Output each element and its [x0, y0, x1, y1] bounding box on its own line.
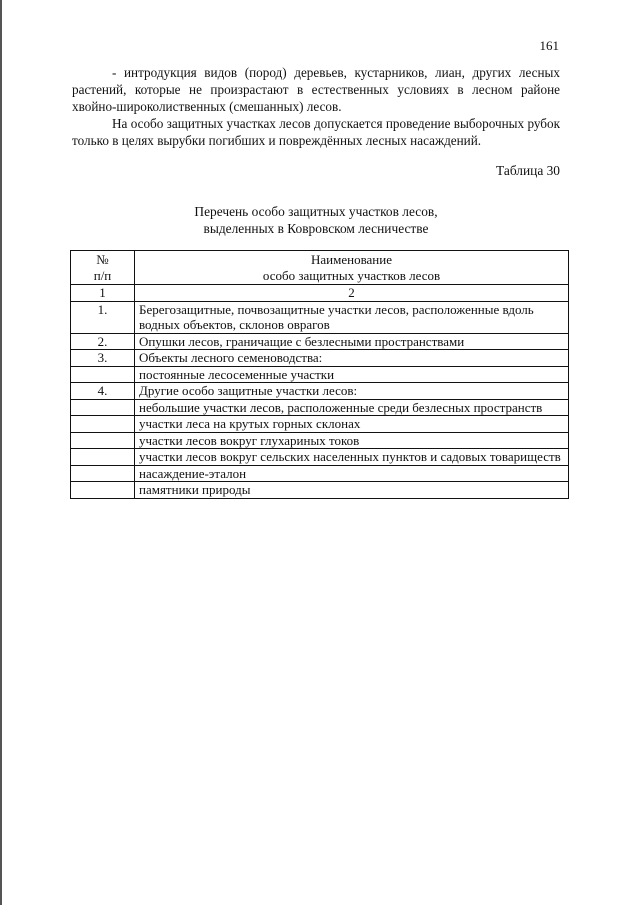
header-number: № п/п — [71, 251, 135, 285]
column-index: 2 — [135, 285, 569, 302]
table-header-row — [71, 251, 569, 285]
table-row — [71, 399, 569, 416]
row-number — [71, 366, 135, 383]
table-row — [71, 366, 569, 383]
table-row — [71, 333, 569, 350]
table-row — [71, 465, 569, 482]
table-row — [71, 432, 569, 449]
row-name: участки леса на крутых горных склонах — [135, 416, 569, 433]
table-row — [71, 416, 569, 433]
row-number — [71, 432, 135, 449]
page-edge — [0, 0, 2, 905]
table-label: Таблица 30 — [496, 163, 560, 178]
row-name: небольшие участки лесов, расположенные среди безлесных пространств — [135, 399, 569, 416]
row-number — [71, 399, 135, 416]
table-row — [71, 350, 569, 367]
row-number: 2. — [71, 333, 135, 350]
table-title-line: Перечень особо защитных участков лесов, — [194, 204, 438, 219]
header-name: Наименование особо защитных участков лесов — [135, 251, 569, 285]
row-name: Опушки лесов, граничащие с безлесными пространствами — [135, 333, 569, 350]
row-number: 4. — [71, 383, 135, 400]
paragraph: На особо защитных участках лесов допускается проведение выборочных рубок только в целях вырубки погибших и повреждённых лесных насаждений. — [72, 116, 560, 148]
row-name: Другие особо защитные участки лесов: — [135, 383, 569, 400]
row-name: Объекты лесного семеноводства: — [135, 350, 569, 367]
row-number — [71, 416, 135, 433]
row-name: насаждение-эталон — [135, 465, 569, 482]
row-number — [71, 465, 135, 482]
table-title — [72, 203, 560, 237]
column-index-row — [71, 285, 569, 302]
table-row — [71, 383, 569, 400]
row-name: памятники природы — [135, 482, 569, 499]
body-text — [72, 64, 560, 149]
row-number — [71, 482, 135, 499]
page-number: 161 — [539, 38, 559, 53]
row-name: участки лесов вокруг глухариных токов — [135, 432, 569, 449]
forest-areas-table — [70, 250, 569, 499]
row-name: участки лесов вокруг сельских населенных пунктов и садовых товариществ — [135, 449, 569, 466]
row-name: постоянные лесосеменные участки — [135, 366, 569, 383]
paragraph: - интродукция видов (пород) деревьев, кустарников, лиан, других лесных растений, которые не произрастают в естественных условиях в лесном районе хвойно-широколиственных (смешанных) лесов. — [72, 65, 560, 114]
table-row — [71, 482, 569, 499]
table-title-line: выделенных в Ковровском лесничестве — [203, 221, 429, 236]
row-number: 1. — [71, 301, 135, 333]
row-name: Берегозащитные, почвозащитные участки лесов, расположенные вдоль водных объектов, склонов оврагов — [135, 301, 569, 333]
row-number: 3. — [71, 350, 135, 367]
row-number — [71, 449, 135, 466]
table-row — [71, 301, 569, 333]
table-row — [71, 449, 569, 466]
column-index: 1 — [71, 285, 135, 302]
